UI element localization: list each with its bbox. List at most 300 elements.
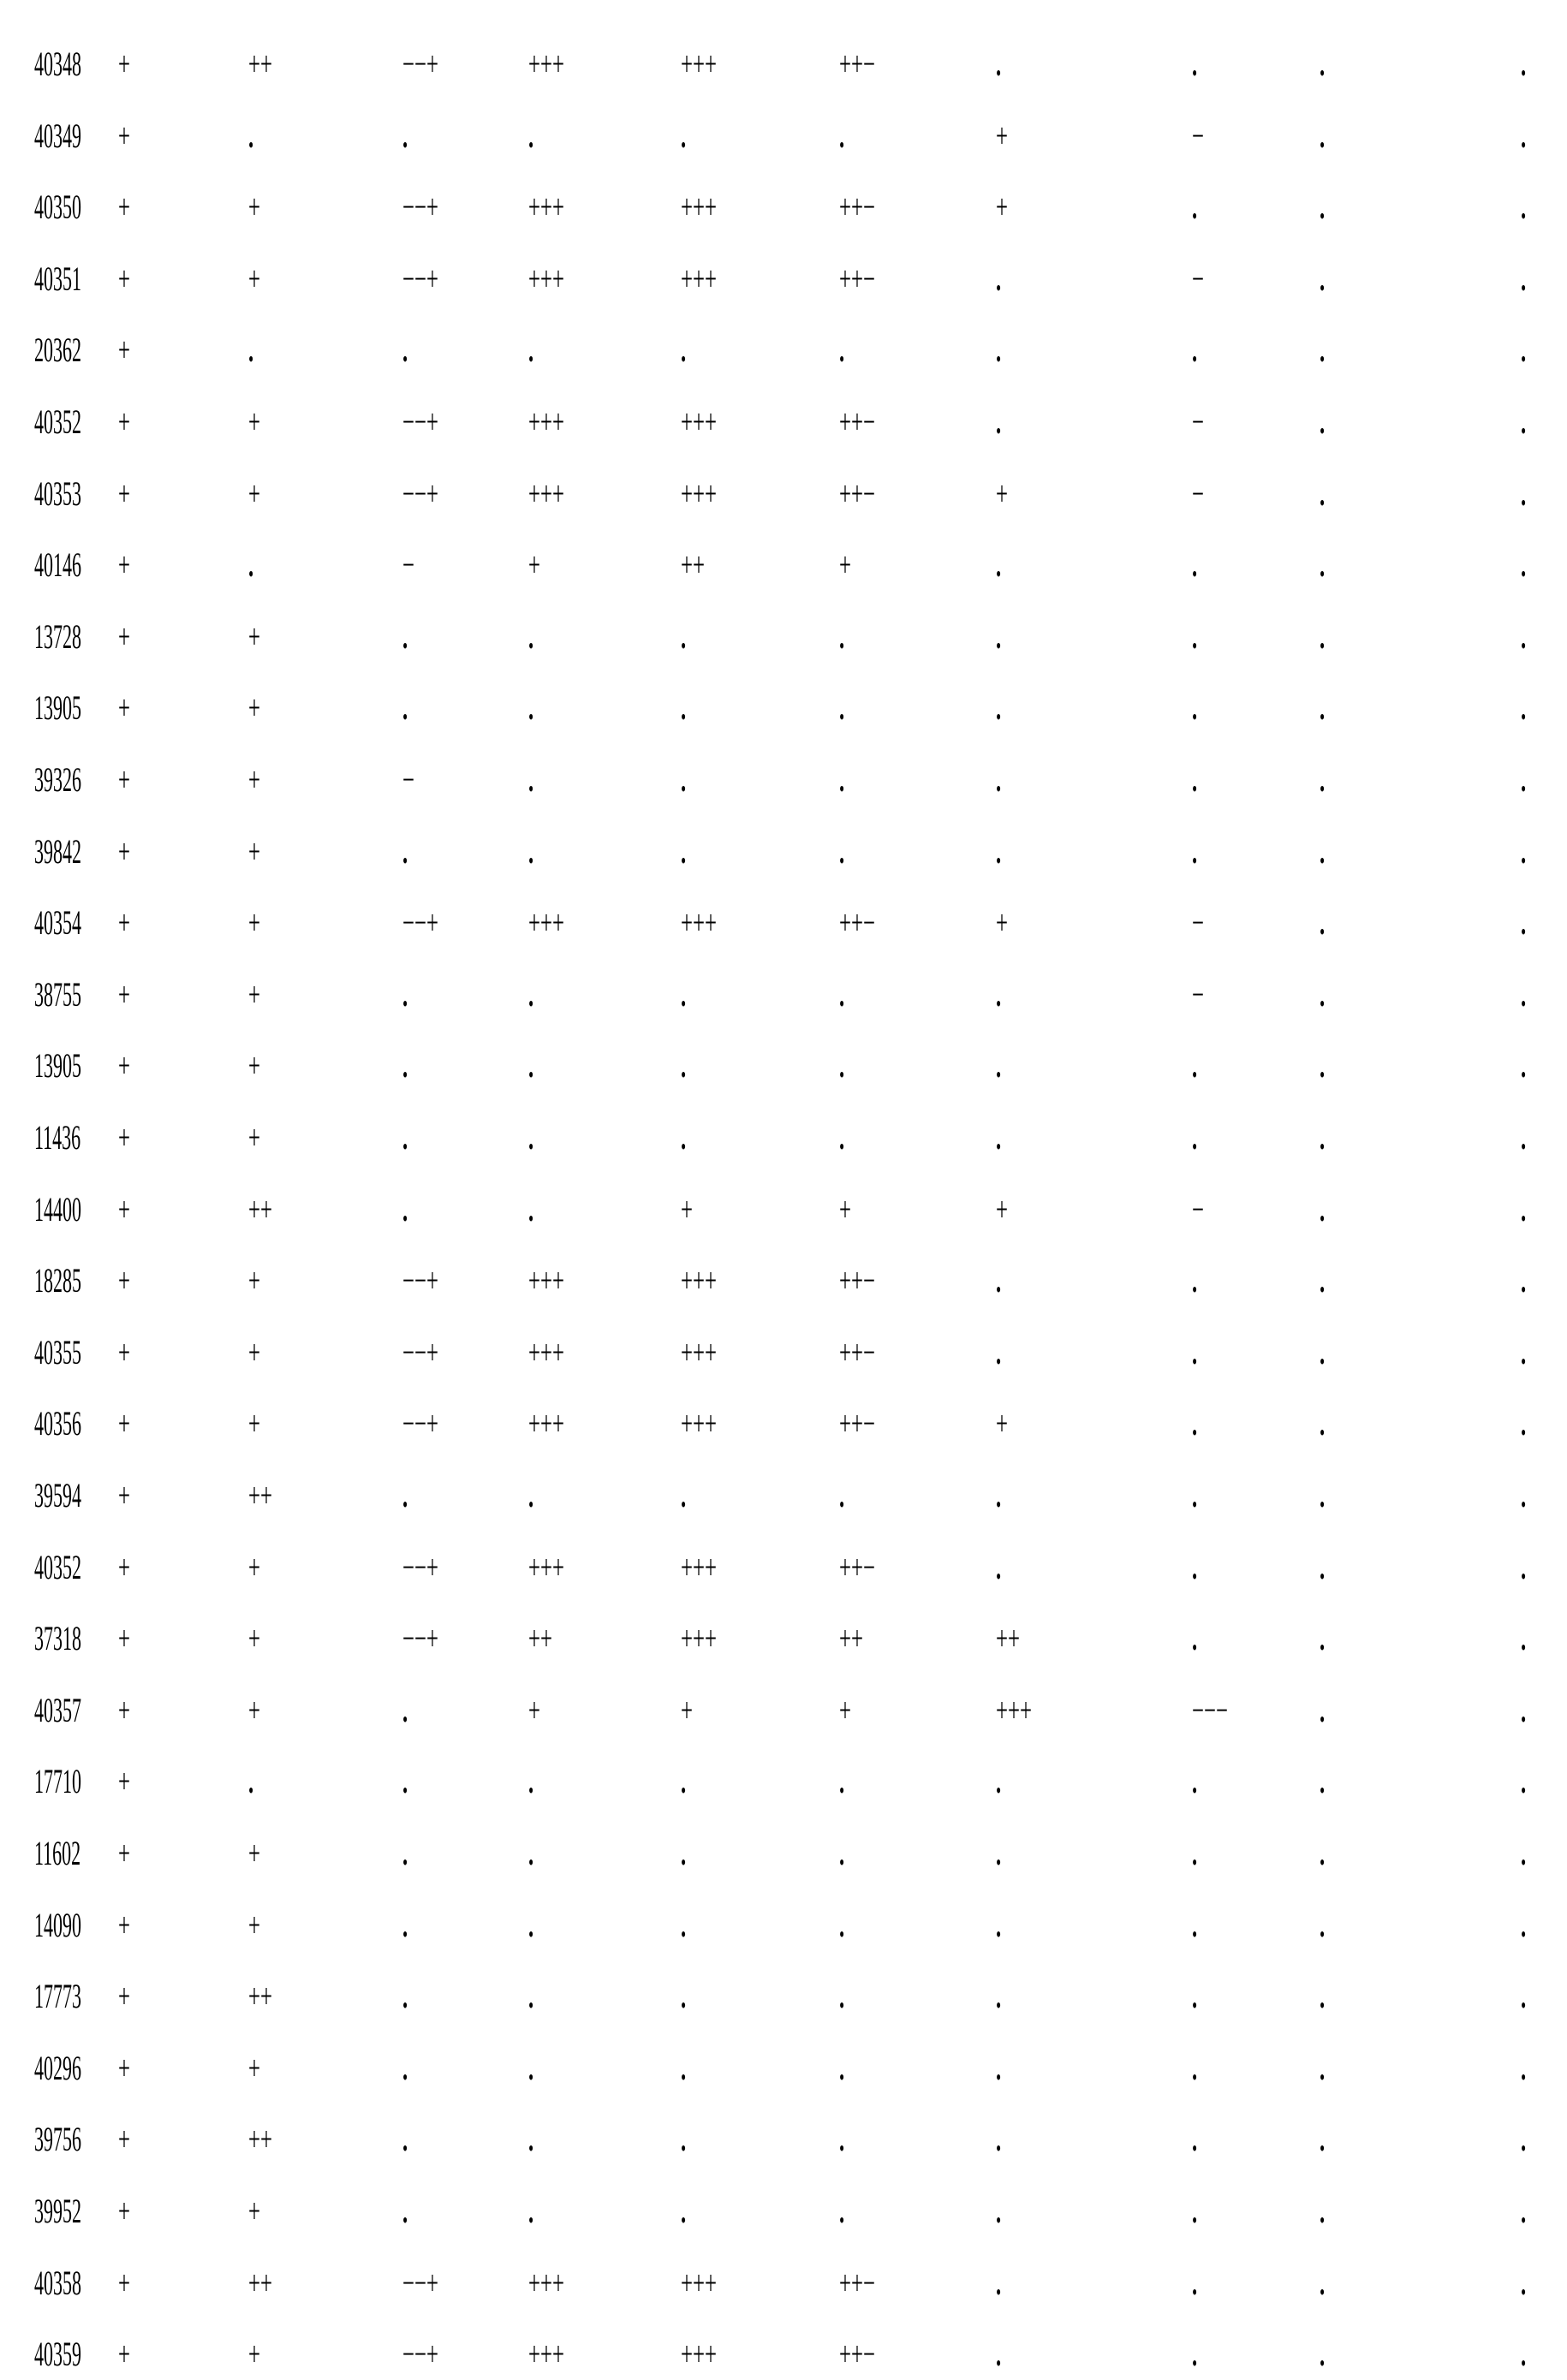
table-cell: . — [996, 253, 1001, 305]
table-cell: ++ — [248, 1470, 272, 1521]
table-cell: ++− — [839, 253, 875, 305]
table-cell: . — [681, 1112, 686, 1163]
table-cell: + — [248, 1255, 260, 1306]
table-cell: . — [1521, 754, 1526, 806]
table-cell: . — [1320, 253, 1325, 305]
table-cell: . — [681, 826, 686, 878]
table-cell: −−+ — [402, 1398, 438, 1449]
table-cell: ++ — [839, 1613, 863, 1664]
table-cell: + — [248, 826, 260, 878]
table-cell: ++− — [839, 1327, 875, 1378]
table-cell: . — [839, 1900, 844, 1951]
table-cell: +++ — [681, 468, 717, 520]
table-cell: + — [118, 754, 130, 806]
table-cell: ++− — [839, 39, 875, 90]
table-cell: . — [1320, 1112, 1325, 1163]
table-cell: − — [1192, 110, 1204, 162]
table-cell: . — [402, 1756, 408, 1807]
table-cell: . — [528, 1112, 533, 1163]
table-cell: . — [681, 754, 686, 806]
table-cell: . — [996, 969, 1001, 1020]
table-cell: + — [118, 2329, 130, 2380]
table-cell: + — [839, 539, 851, 591]
table-cell: . — [1521, 611, 1526, 663]
table-cell: . — [402, 826, 408, 878]
table-cell: −−+ — [402, 396, 438, 448]
table-cell: . — [1320, 611, 1325, 663]
table-cell: . — [1521, 1255, 1526, 1306]
table-cell: . — [839, 324, 844, 376]
table-cell: . — [1521, 1327, 1526, 1378]
table-cell: . — [1192, 1470, 1197, 1521]
table-cell: ++− — [839, 897, 875, 949]
table-cell: . — [1521, 826, 1526, 878]
table-cell: + — [118, 1971, 130, 2022]
row-id: 40358 — [34, 2258, 81, 2309]
row-id: 17773 — [34, 1971, 81, 2022]
table-cell: . — [1320, 1255, 1325, 1306]
table-cell: . — [839, 611, 844, 663]
table-row — [0, 1971, 1567, 2022]
table-cell: . — [839, 969, 844, 1020]
row-id: 13905 — [34, 1040, 81, 1092]
table-cell: . — [1521, 682, 1526, 734]
table-cell: ++ — [528, 1613, 552, 1664]
table-cell: . — [528, 826, 533, 878]
table-cell: . — [996, 1470, 1001, 1521]
table-cell: +++ — [681, 39, 717, 90]
table-row — [0, 39, 1567, 90]
table-cell: + — [118, 324, 130, 376]
table-cell: +++ — [528, 1255, 564, 1306]
table-cell: − — [1192, 897, 1204, 949]
table-cell: . — [996, 1542, 1001, 1593]
table-cell: . — [1521, 2186, 1526, 2237]
row-id: 11436 — [34, 1112, 80, 1163]
table-cell: − — [1192, 969, 1204, 1020]
table-cell: . — [1521, 1112, 1526, 1163]
table-cell: . — [1192, 1112, 1197, 1163]
table-cell: + — [118, 1685, 130, 1736]
table-cell: + — [996, 468, 1008, 520]
table-cell: ++− — [839, 468, 875, 520]
table-cell: + — [996, 110, 1008, 162]
table-cell: . — [996, 324, 1001, 376]
table-cell: . — [1320, 2329, 1325, 2380]
table-cell: . — [1192, 611, 1197, 663]
table-cell: . — [1320, 826, 1325, 878]
table-cell: . — [1320, 1828, 1325, 1879]
table-cell: + — [118, 110, 130, 162]
table-row — [0, 468, 1567, 520]
table-cell: ++ — [248, 1184, 272, 1235]
table-cell: + — [528, 1685, 540, 1736]
table-cell: −−+ — [402, 2329, 438, 2380]
table-cell: . — [1521, 253, 1526, 305]
table-cell: . — [1521, 1685, 1526, 1736]
table-cell: . — [681, 1971, 686, 2022]
table-cell: . — [1521, 1040, 1526, 1092]
table-cell: + — [248, 969, 260, 1020]
table-cell: . — [1521, 396, 1526, 448]
table-cell: +++ — [528, 181, 564, 233]
table-cell: . — [402, 1900, 408, 1951]
table-cell: +++ — [681, 1398, 717, 1449]
row-id: 39326 — [34, 754, 81, 806]
table-cell: + — [681, 1685, 693, 1736]
table-cell: . — [1192, 1828, 1197, 1879]
table-cell: + — [118, 969, 130, 1020]
table-cell: +++ — [528, 39, 564, 90]
table-row — [0, 2043, 1567, 2094]
table-cell: −−+ — [402, 1613, 438, 1664]
table-cell: + — [118, 539, 130, 591]
table-cell: . — [996, 1828, 1001, 1879]
table-cell: +++ — [681, 1542, 717, 1593]
table-cell: . — [1192, 539, 1197, 591]
table-cell: . — [528, 1971, 533, 2022]
table-cell: . — [1320, 1184, 1325, 1235]
row-id: 13905 — [34, 682, 81, 734]
table-cell: . — [1192, 754, 1197, 806]
table-cell: . — [402, 1184, 408, 1235]
table-cell: . — [681, 1828, 686, 1879]
table-cell: + — [118, 1613, 130, 1664]
table-cell: + — [118, 1470, 130, 1521]
table-cell: . — [528, 1470, 533, 1521]
table-cell: + — [996, 1398, 1008, 1449]
row-id: 40356 — [34, 1398, 81, 1449]
table-cell: . — [528, 1756, 533, 1807]
table-cell: . — [1320, 1470, 1325, 1521]
table-cell: + — [118, 468, 130, 520]
table-cell: . — [1521, 2114, 1526, 2165]
table-row — [0, 1327, 1567, 1378]
table-cell: . — [402, 1112, 408, 1163]
table-cell: . — [528, 2114, 533, 2165]
table-cell: +++ — [528, 468, 564, 520]
table-row — [0, 826, 1567, 878]
row-id: 40349 — [34, 110, 81, 162]
table-cell: . — [681, 611, 686, 663]
row-id: 39842 — [34, 826, 81, 878]
table-cell: . — [402, 1040, 408, 1092]
table-cell: . — [996, 1900, 1001, 1951]
table-cell: . — [1521, 2043, 1526, 2094]
table-cell: . — [1320, 1613, 1325, 1664]
table-cell: . — [402, 969, 408, 1020]
table-cell: + — [248, 181, 260, 233]
table-cell: + — [118, 826, 130, 878]
table-cell: + — [118, 1756, 130, 1807]
table-cell: . — [1320, 1971, 1325, 2022]
row-id: 40355 — [34, 1327, 81, 1378]
table-cell: +++ — [528, 1542, 564, 1593]
table-row — [0, 754, 1567, 806]
table-cell: . — [1320, 1685, 1325, 1736]
table-cell: + — [118, 1040, 130, 1092]
table-cell: . — [1521, 324, 1526, 376]
table-cell: . — [1320, 2186, 1325, 2237]
table-cell: . — [1192, 2258, 1197, 2309]
table-cell: + — [248, 754, 260, 806]
row-id: 13728 — [34, 611, 81, 663]
table-cell: − — [1192, 396, 1204, 448]
table-row — [0, 324, 1567, 376]
table-cell: . — [1192, 682, 1197, 734]
table-cell: +++ — [528, 1327, 564, 1378]
table-row — [0, 1828, 1567, 1879]
row-id: 40354 — [34, 897, 81, 949]
table-cell: . — [1192, 324, 1197, 376]
row-id: 39952 — [34, 2186, 81, 2237]
row-id: 40296 — [34, 2043, 81, 2094]
table-cell: . — [402, 324, 408, 376]
table-cell: . — [1192, 1398, 1197, 1449]
table-cell: . — [528, 1900, 533, 1951]
table-cell: . — [1192, 1613, 1197, 1664]
table-cell: . — [1320, 1398, 1325, 1449]
table-cell: . — [1320, 1756, 1325, 1807]
table-cell: . — [839, 110, 844, 162]
table-cell: + — [248, 1542, 260, 1593]
table-cell: + — [248, 2329, 260, 2380]
table-cell: . — [1320, 682, 1325, 734]
table-cell: . — [839, 682, 844, 734]
table-cell: +++ — [681, 1613, 717, 1664]
table-cell: +++ — [528, 2258, 564, 2309]
row-id: 40351 — [34, 253, 81, 305]
row-id: 11602 — [34, 1828, 80, 1879]
table-cell: . — [402, 2114, 408, 2165]
table-cell: + — [118, 181, 130, 233]
table-cell: +++ — [681, 1255, 717, 1306]
table-cell: +++ — [528, 253, 564, 305]
table-cell: . — [1192, 1900, 1197, 1951]
row-id: 37318 — [34, 1613, 81, 1664]
table-cell: . — [681, 1470, 686, 1521]
table-cell: + — [248, 468, 260, 520]
table-cell: . — [996, 1327, 1001, 1378]
table-cell: . — [1521, 969, 1526, 1020]
table-cell: + — [248, 1900, 260, 1951]
table-cell: . — [1521, 2329, 1526, 2380]
row-id: 40348 — [34, 39, 81, 90]
table-cell: . — [248, 324, 253, 376]
table-cell: − — [402, 539, 414, 591]
table-cell: + — [118, 1900, 130, 1951]
table-row — [0, 1398, 1567, 1449]
table-cell: + — [681, 1184, 693, 1235]
table-cell: ++ — [681, 539, 705, 591]
table-cell: −−+ — [402, 1255, 438, 1306]
table-row — [0, 539, 1567, 591]
table-cell: . — [528, 110, 533, 162]
table-cell: . — [996, 1255, 1001, 1306]
table-cell: +++ — [681, 2258, 717, 2309]
table-cell: . — [528, 1828, 533, 1879]
table-cell: . — [248, 539, 253, 591]
table-row — [0, 682, 1567, 734]
table-cell: . — [1320, 110, 1325, 162]
table-cell: . — [839, 1040, 844, 1092]
table-cell: . — [528, 682, 533, 734]
table-row — [0, 1255, 1567, 1306]
table-cell: . — [1320, 539, 1325, 591]
table-cell: + — [118, 39, 130, 90]
table-row — [0, 1613, 1567, 1664]
table-cell: . — [996, 396, 1001, 448]
table-cell: + — [248, 1685, 260, 1736]
table-cell: . — [1192, 2043, 1197, 2094]
table-cell: . — [839, 2114, 844, 2165]
table-cell: −−+ — [402, 468, 438, 520]
row-id: 17710 — [34, 1756, 81, 1807]
table-cell: − — [402, 754, 414, 806]
row-id: 39756 — [34, 2114, 81, 2165]
table-row — [0, 110, 1567, 162]
table-cell: . — [996, 1971, 1001, 2022]
table-cell: . — [1320, 468, 1325, 520]
table-row — [0, 969, 1567, 1020]
table-cell: . — [1320, 969, 1325, 1020]
table-cell: + — [118, 1327, 130, 1378]
table-row — [0, 897, 1567, 949]
table-cell: . — [681, 324, 686, 376]
row-id: 38755 — [34, 969, 81, 1020]
table-cell: + — [118, 897, 130, 949]
row-id: 40357 — [34, 1685, 81, 1736]
table-row — [0, 2186, 1567, 2237]
table-cell: + — [118, 2186, 130, 2237]
table-cell: + — [118, 1255, 130, 1306]
table-cell: . — [1192, 2329, 1197, 2380]
table-cell: −−+ — [402, 1327, 438, 1378]
table-cell: . — [1192, 826, 1197, 878]
table-row — [0, 1685, 1567, 1736]
table-cell: + — [118, 1828, 130, 1879]
table-cell: . — [681, 2186, 686, 2237]
table-cell: + — [118, 2114, 130, 2165]
table-cell: . — [996, 2186, 1001, 2237]
row-id: 18285 — [34, 1255, 81, 1306]
table-cell: . — [1192, 2186, 1197, 2237]
table-cell: +++ — [528, 897, 564, 949]
table-cell: +++ — [681, 396, 717, 448]
table-row — [0, 1900, 1567, 1951]
table-cell: + — [118, 253, 130, 305]
table-cell: +++ — [996, 1685, 1032, 1736]
table-cell: . — [996, 2114, 1001, 2165]
table-cell: . — [996, 1756, 1001, 1807]
table-cell: − — [1192, 253, 1204, 305]
table-cell: + — [248, 897, 260, 949]
table-cell: . — [1521, 1613, 1526, 1664]
table-cell: . — [1320, 2258, 1325, 2309]
table-cell: . — [1521, 1971, 1526, 2022]
table-cell: . — [996, 2329, 1001, 2380]
table-cell: + — [248, 682, 260, 734]
table-cell: . — [1192, 1040, 1197, 1092]
table-cell: . — [1192, 1756, 1197, 1807]
table-cell: + — [248, 253, 260, 305]
table-cell: . — [681, 110, 686, 162]
table-cell: − — [1192, 1184, 1204, 1235]
table-cell: . — [681, 2114, 686, 2165]
table-cell: ++ — [996, 1613, 1020, 1664]
table-cell: . — [528, 754, 533, 806]
table-cell: + — [248, 1613, 260, 1664]
table-row — [0, 2114, 1567, 2165]
table-cell: . — [1521, 1756, 1526, 1807]
table-cell: ++− — [839, 396, 875, 448]
table-cell: . — [839, 826, 844, 878]
table-cell: . — [1320, 2043, 1325, 2094]
table-cell: +++ — [681, 897, 717, 949]
table-cell: . — [1521, 1398, 1526, 1449]
table-cell: . — [1521, 1184, 1526, 1235]
table-cell: . — [996, 826, 1001, 878]
table-cell: . — [839, 1756, 844, 1807]
table-cell: + — [248, 1112, 260, 1163]
row-id: 20362 — [34, 324, 81, 376]
table-cell: . — [996, 2258, 1001, 2309]
table-cell: + — [248, 396, 260, 448]
table-cell: + — [996, 1184, 1008, 1235]
table-cell: . — [1320, 897, 1325, 949]
table-cell: + — [996, 897, 1008, 949]
table-cell: . — [996, 1112, 1001, 1163]
table-cell: + — [248, 2186, 260, 2237]
table-row — [0, 396, 1567, 448]
table-cell: ++− — [839, 1398, 875, 1449]
table-cell: . — [681, 682, 686, 734]
table-cell: −−+ — [402, 897, 438, 949]
table-cell: + — [248, 611, 260, 663]
row-id: 40350 — [34, 181, 81, 233]
table-cell: . — [1192, 181, 1197, 233]
table-cell: . — [839, 2043, 844, 2094]
table-cell: + — [528, 539, 540, 591]
table-cell: + — [118, 1184, 130, 1235]
table-cell: . — [1320, 1327, 1325, 1378]
table-cell: . — [681, 2043, 686, 2094]
table-cell: ++− — [839, 1542, 875, 1593]
table-cell: . — [996, 1040, 1001, 1092]
table-cell: −−+ — [402, 181, 438, 233]
table-cell: . — [528, 324, 533, 376]
table-cell: . — [681, 1040, 686, 1092]
table-cell: . — [1320, 39, 1325, 90]
table-cell: + — [996, 181, 1008, 233]
table-cell: +++ — [681, 1327, 717, 1378]
table-cell: . — [681, 1756, 686, 1807]
table-cell: +++ — [681, 181, 717, 233]
table-row — [0, 181, 1567, 233]
table-cell: + — [118, 1398, 130, 1449]
table-cell: . — [1521, 1470, 1526, 1521]
table-cell: . — [996, 611, 1001, 663]
table-cell: . — [1521, 1828, 1526, 1879]
table-cell: + — [118, 2258, 130, 2309]
table-cell: . — [1521, 1542, 1526, 1593]
table-cell: . — [1320, 1040, 1325, 1092]
table-cell: + — [118, 2043, 130, 2094]
table-cell: ++ — [248, 2258, 272, 2309]
table-cell: . — [528, 1040, 533, 1092]
table-cell: +++ — [681, 2329, 717, 2380]
table-cell: + — [118, 1112, 130, 1163]
